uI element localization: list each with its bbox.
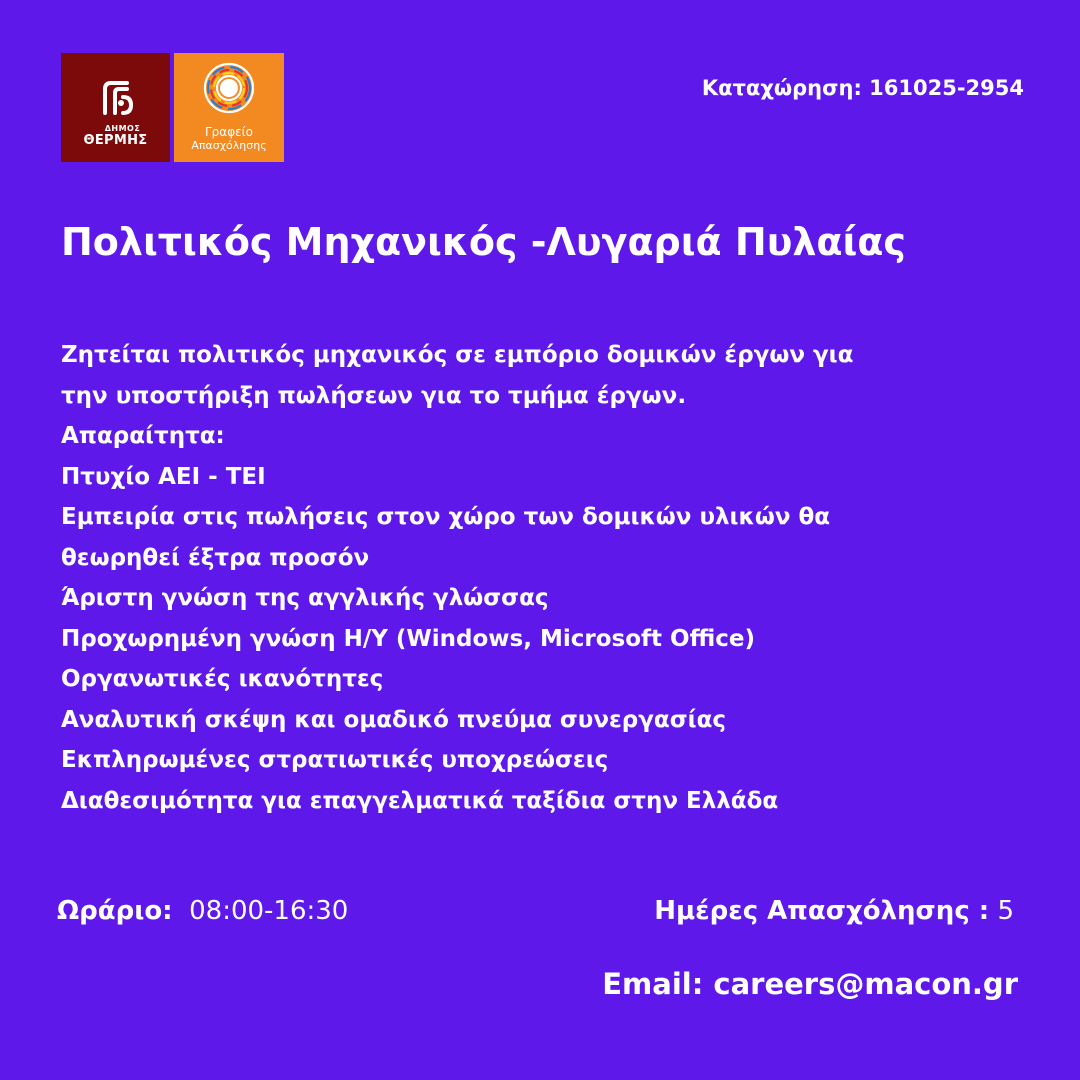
dimos-small-label: ΔΗΜΟΣ [104,124,141,133]
description-line: Ζητείται πολιτικός μηχανικός σε εμπόριο δομικών έργων για [61,342,854,368]
dimos-big-label: ΘΕΡΜΗΣ [83,133,148,148]
dimos-thermis-logo [61,53,170,162]
grafeio-label-line1: Γραφείο [204,125,254,139]
requirement-item: Εμπειρία στις πωλήσεις στον χώρο των δομικών υλικών θα [61,504,831,530]
days-label: Ημέρες Απασχόλησης : [654,896,990,926]
grafeio-label-line2: Απασχόλησης [191,139,267,152]
schedule-value: 08:00-16:30 [189,896,349,926]
requirement-item: Άριστη γνώση της αγγλικής γλώσσας [61,585,549,611]
days-value: 5 [997,896,1014,926]
requirement-item: Διαθεσιμότητα για επαγγελματικά ταξίδια στην Ελλάδα [61,787,779,814]
work-days [654,896,1014,926]
schedule-label: Ωράριο: [57,896,173,926]
requirement-item: θεωρηθεί έξτρα προσόν [61,544,370,571]
work-schedule [57,896,348,926]
contact-email[interactable]: Email: careers@macon.gr [602,967,1018,1001]
job-description [61,335,1021,821]
description-line: την υποστήριξη πωλήσεων για το τμήμα έργων. [61,382,687,409]
requirement-item: Αναλυτική σκέψη και ομαδικό πνεύμα συνεργασίας [61,706,727,733]
requirement-item: Εκπληρωμένες στρατιωτικές υποχρεώσεις [61,747,609,773]
requirement-item: Πτυχίο ΑΕΙ - ΤΕΙ [61,463,266,490]
registration-number: Καταχώρηση: 161025-2954 [701,76,1024,100]
job-title: Πολιτικός Μηχανικός -Λυγαριά Πυλαίας [61,220,906,264]
requirement-item: Οργανωτικές ικανότητες [61,666,384,692]
grafeio-apasxolisis-logo [174,53,284,162]
requirement-item: Προχωρημένη γνώση Η/Υ (Windows, Microsoft Office) [61,625,755,652]
requirements-heading: Απαραίτητα: [61,423,225,449]
